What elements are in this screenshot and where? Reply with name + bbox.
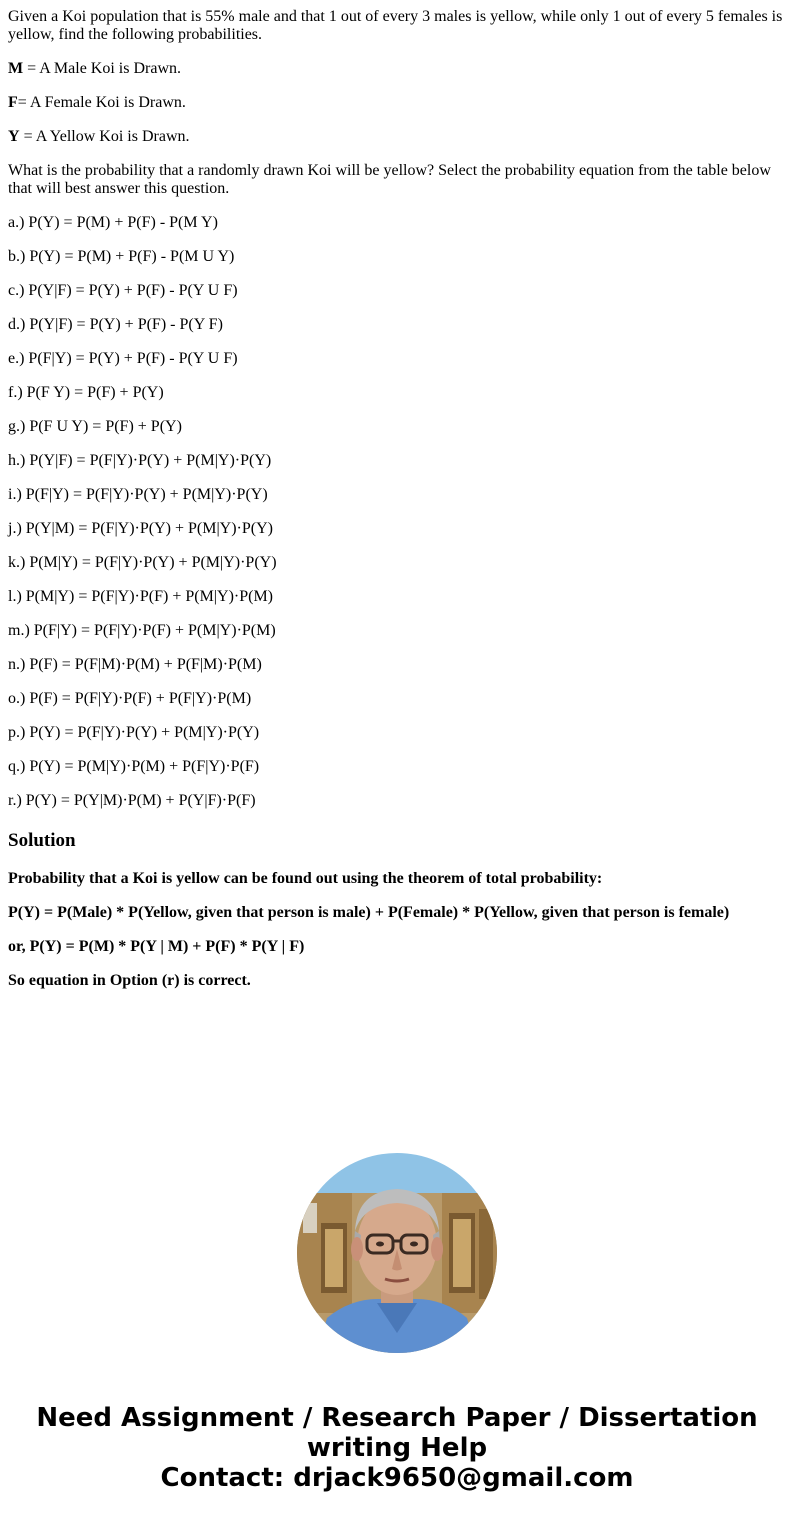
option-n: n.) P(F) = P(F|M)·P(M) + P(F|M)·P(M)	[8, 656, 262, 673]
footer-contact-line: Contact: drjack9650@gmail.com	[160, 1463, 634, 1493]
option-a: a.) P(Y) = P(M) + P(F) - P(M Y)	[8, 214, 218, 231]
definition-text: = A Yellow Koi is Drawn.	[19, 128, 190, 145]
option-i: i.) P(F|Y) = P(F|Y)·P(Y) + P(M|Y)·P(Y)	[8, 486, 268, 503]
question-intro: Given a Koi population that is 55% male and that 1 out of every 3 males is yellow, while only 1 out of every 5 females is yellow, find the following probabilities.	[8, 8, 783, 43]
option-c: c.) P(Y|F) = P(Y) + P(F) - P(Y U F)	[8, 282, 238, 299]
solution-heading: Solution	[8, 830, 76, 851]
option-o: o.) P(F) = P(F|Y)·P(F) + P(F|Y)·P(M)	[8, 690, 252, 707]
solution-line: Probability that a Koi is yellow can be found out using the theorem of total probability:	[8, 870, 603, 887]
definition-y	[8, 128, 786, 146]
option-h: h.) P(Y|F) = P(F|Y)·P(Y) + P(M|Y)·P(Y)	[8, 452, 272, 469]
option-b: b.) P(Y) = P(M) + P(F) - P(M U Y)	[8, 248, 235, 265]
option-d: d.) P(Y|F) = P(Y) + P(F) - P(Y F)	[8, 316, 223, 333]
option-m: m.) P(F|Y) = P(F|Y)·P(F) + P(M|Y)·P(M)	[8, 622, 276, 639]
footer-line: writing Help	[306, 1433, 488, 1463]
avatar-illustration	[297, 1153, 497, 1353]
solution-line: or, P(Y) = P(M) * P(Y | M) + P(F) * P(Y | F)	[8, 938, 305, 955]
solution-line: So equation in Option (r) is correct.	[8, 972, 251, 989]
footer-line: Need Assignment / Research Paper / Dissertation	[36, 1403, 758, 1433]
option-r: r.) P(Y) = P(Y|M)·P(M) + P(Y|F)·P(F)	[8, 792, 256, 809]
definition-text: = A Male Koi is Drawn.	[23, 60, 182, 77]
definition-text: = A Female Koi is Drawn.	[17, 94, 186, 111]
definition-m	[8, 60, 786, 78]
option-j: j.) P(Y|M) = P(F|Y)·P(Y) + P(M|Y)·P(Y)	[8, 520, 273, 537]
definition-symbol: Y	[8, 128, 20, 145]
definition-f	[8, 94, 786, 112]
document-body	[8, 8, 786, 1006]
option-l: l.) P(M|Y) = P(F|Y)·P(F) + P(M|Y)·P(M)	[8, 588, 273, 605]
option-g: g.) P(F U Y) = P(F) + P(Y)	[8, 418, 182, 435]
question-prompt: What is the probability that a randomly drawn Koi will be yellow? Select the probability equation from the table below that will best answer this question.	[8, 162, 771, 197]
definition-symbol: M	[8, 60, 24, 77]
option-k: k.) P(M|Y) = P(F|Y)·P(Y) + P(M|Y)·P(Y)	[8, 554, 277, 571]
author-avatar	[297, 1153, 497, 1353]
contact-footer	[0, 1403, 794, 1493]
option-e: e.) P(F|Y) = P(Y) + P(F) - P(Y U F)	[8, 350, 238, 367]
option-p: p.) P(Y) = P(F|Y)·P(Y) + P(M|Y)·P(Y)	[8, 724, 260, 741]
solution-line: P(Y) = P(Male) * P(Yellow, given that person is male) + P(Female) * P(Yellow, given that person is female)	[8, 904, 730, 921]
definition-symbol: F	[8, 94, 18, 111]
option-f: f.) P(F Y) = P(F) + P(Y)	[8, 384, 164, 401]
option-q: q.) P(Y) = P(M|Y)·P(M) + P(F|Y)·P(F)	[8, 758, 260, 775]
